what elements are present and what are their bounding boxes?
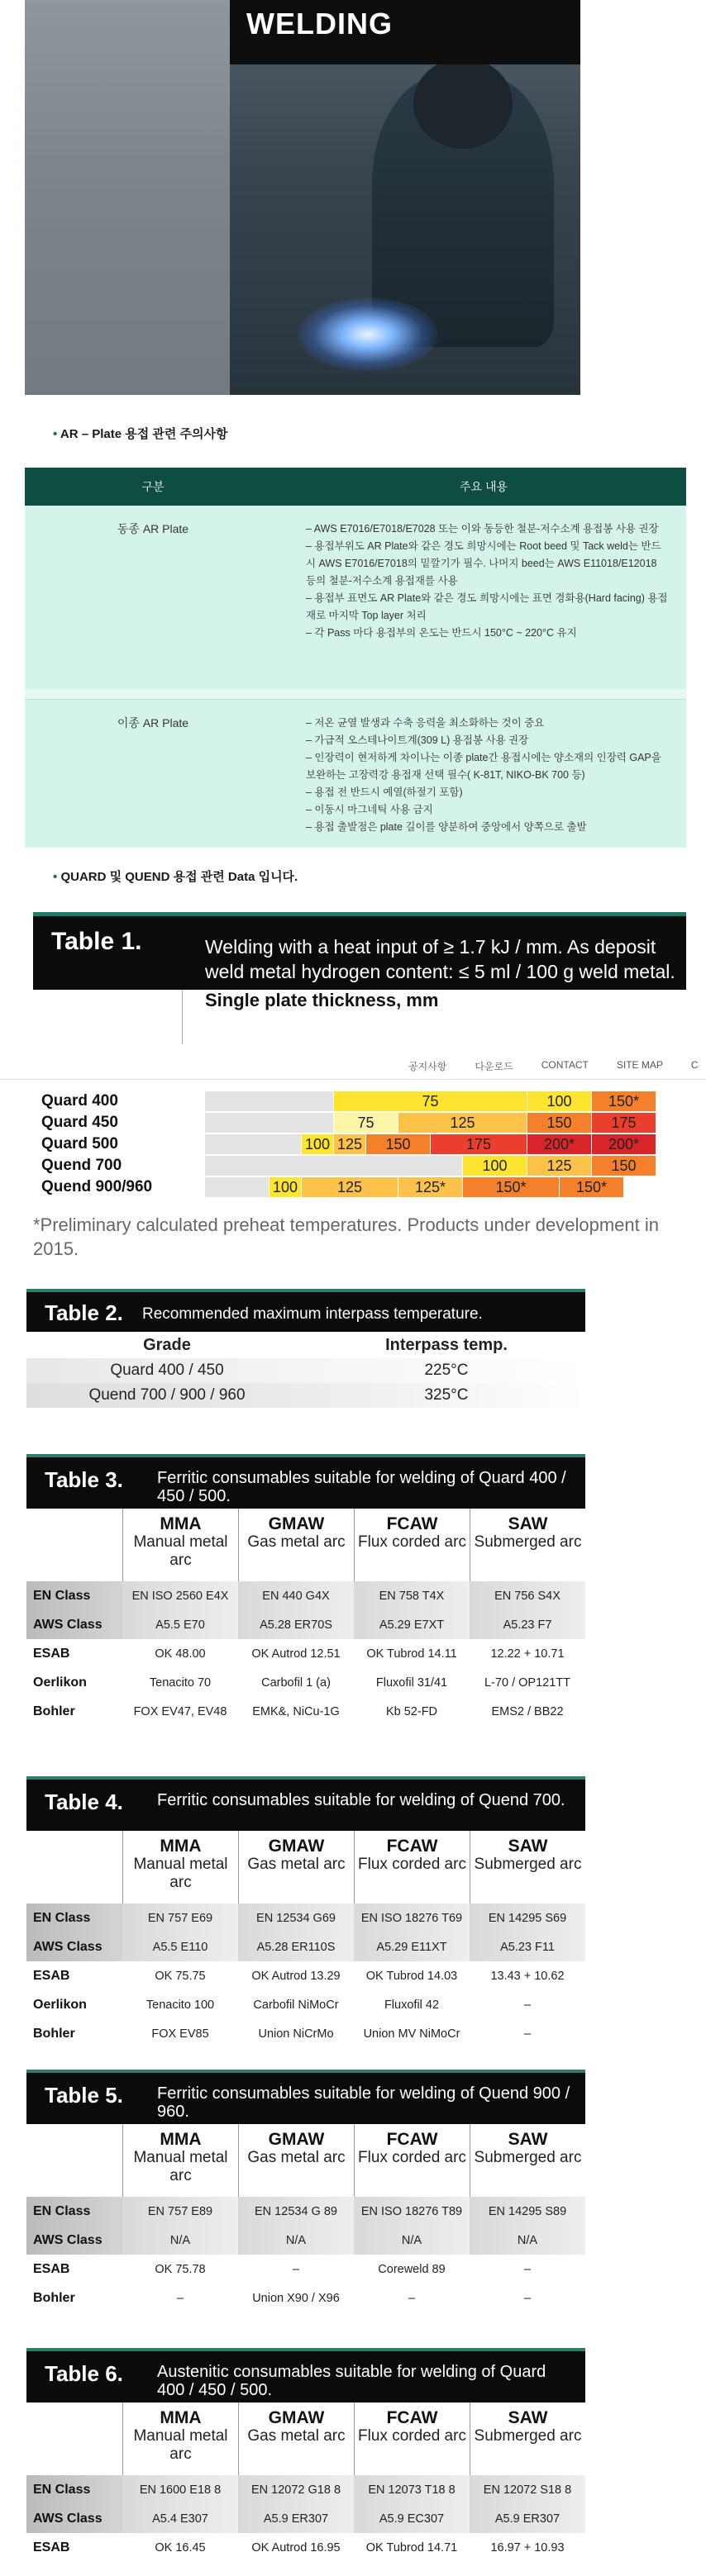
- column-abbrev: FCAW: [386, 2408, 438, 2427]
- table2-description: Recommended maximum interpass temperature.: [142, 1305, 483, 1323]
- table-row: [26, 1990, 585, 2019]
- heat-row-label: Quard 400: [41, 1092, 118, 1110]
- ktable-line: – 용접부 표면도 AR Plate와 같은 경도 희망시에는 표면 경화용(Hard facing) 용접재로 마지막 Top layer 처리: [306, 592, 668, 621]
- column-fullname: Manual metal arc: [133, 2427, 228, 2463]
- column-fullname: Submerged arc: [474, 2427, 582, 2445]
- ktable-line: – 가급적 오스테나이트계(309 L) 용접봉 사용 권장: [306, 734, 529, 746]
- table-cell: Fluxofil 42: [354, 1990, 470, 2019]
- table-cell: Kb 52-FD: [354, 1697, 470, 1726]
- table-cell: A5.9 EC307: [354, 2504, 470, 2533]
- ar-plate-table: [25, 468, 686, 848]
- column-abbrev: SAW: [508, 2130, 548, 2149]
- column-abbrev: SAW: [508, 1514, 548, 1533]
- table-cell: A5.23 F11: [470, 1932, 585, 1961]
- table-cell: Tenacito 70: [122, 1668, 238, 1697]
- column-header: [354, 2124, 470, 2197]
- table-cell: N/A: [238, 2226, 354, 2255]
- preheat-note: *Preliminary calculated preheat temperatures. Products under development in 2015.: [33, 1214, 659, 1259]
- table-cell: OK Tubrod 14.11: [354, 1639, 470, 1668]
- row-label: ESAB: [26, 2255, 122, 2284]
- table-cell: EN 756 S4X: [470, 1581, 585, 1610]
- column-abbrev: FCAW: [386, 1514, 438, 1533]
- heat-cell: 75: [334, 1113, 398, 1133]
- heat-row-label: Quard 450: [41, 1114, 118, 1131]
- column-abbrev: GMAW: [268, 2130, 325, 2149]
- table-cell: EN 12534 G 89: [238, 2197, 354, 2226]
- ktable-line: – 이동시 마그네틱 사용 금지: [306, 803, 433, 815]
- column-header: [238, 2403, 354, 2475]
- consumables-table-3: [26, 1454, 585, 1726]
- consumables-table-6: [26, 2348, 585, 2562]
- nav-sitemap-link[interactable]: SITE MAP: [616, 1059, 663, 1071]
- column-header: [238, 1831, 354, 1903]
- hero-title: WELDING: [246, 7, 393, 40]
- table2-grade: Quard 400 / 450: [110, 1362, 224, 1379]
- column-fullname: Gas metal arc: [247, 2149, 346, 2166]
- heat-cell: 125*: [398, 1177, 462, 1197]
- ktable-line: – 각 Pass 마다 용접부의 온도는 반드시 150°C ~ 220°C 유지: [306, 627, 577, 639]
- table-row: [26, 1610, 585, 1639]
- table-row: [26, 2226, 585, 2255]
- table-cell: Fluxofil 31/41: [354, 1668, 470, 1697]
- nav-divider: [0, 1079, 706, 1080]
- ktable-line: – 용접 전 반드시 예열(하절기 포함): [306, 786, 463, 798]
- row-label: AWS Class: [26, 1932, 122, 1961]
- bullet-text: QUARD 및 QUEND 용접 관련 Data 입니다.: [60, 870, 298, 884]
- table-cell: A5.29 E11XT: [354, 1932, 470, 1961]
- heat-row-label: Quend 700: [41, 1157, 122, 1174]
- table-cell: EN ISO 2560 E4X: [122, 1581, 238, 1610]
- column-fullname: Flux corded arc: [358, 2427, 466, 2445]
- row-label: ESAB: [26, 1639, 122, 1668]
- heat-cell: 125: [334, 1134, 365, 1154]
- table-cell: N/A: [122, 2226, 238, 2255]
- nav-download-link[interactable]: 다운로드: [475, 1061, 513, 1072]
- column-abbrev: FCAW: [386, 2130, 438, 2149]
- table-cell: N/A: [354, 2226, 470, 2255]
- bullet-text: AR – Plate 용접 관련 주의사항: [60, 427, 228, 441]
- heat-row: [31, 1176, 693, 1198]
- heat-cell: 100: [302, 1134, 333, 1154]
- table-cell: –: [470, 2284, 585, 2312]
- ktable-category: 동종 AR Plate: [25, 506, 281, 689]
- ktable-category: 이종 AR Plate: [25, 699, 281, 848]
- heat-row: [31, 1091, 693, 1112]
- column-header: [122, 2124, 238, 2197]
- table-row: [26, 2255, 585, 2284]
- table-cell: –: [470, 2255, 585, 2284]
- consumables-header: [26, 2348, 585, 2403]
- table2-header-row: [26, 1332, 585, 1358]
- table-cell: A5.9 ER307: [238, 2504, 354, 2533]
- nav-contact-link[interactable]: CONTACT: [541, 1059, 589, 1071]
- row-label: EN Class: [26, 2475, 122, 2504]
- table-cell: Carbofil 1 (a): [238, 1668, 354, 1697]
- ktable-separator: [25, 689, 686, 699]
- table1-divider: [182, 990, 183, 1044]
- table-cell: Coreweld 89: [354, 2255, 470, 2284]
- heat-cell: 175: [431, 1134, 527, 1154]
- heat-cell: 100: [270, 1177, 301, 1197]
- table-row: [26, 2019, 585, 2048]
- heat-row: [31, 1134, 693, 1155]
- table-row: [26, 2284, 585, 2312]
- table-cell: EN 757 E89: [122, 2197, 238, 2226]
- heat-cell: 200*: [592, 1134, 656, 1154]
- column-abbrev: SAW: [508, 2408, 548, 2427]
- column-fullname: Gas metal arc: [247, 2427, 346, 2445]
- heat-cell: 100: [527, 1091, 591, 1111]
- table-description: Ferritic consumables suitable for welding of Quend 700.: [157, 1791, 565, 1809]
- table-row: [26, 2533, 585, 2562]
- table-cell: OK 75.78: [122, 2255, 238, 2284]
- table-cell: OK 16.45: [122, 2533, 238, 2562]
- row-label: AWS Class: [26, 1610, 122, 1639]
- table1-subtitle: Single plate thickness, mm: [205, 990, 439, 1010]
- column-header: [238, 1509, 354, 1581]
- table-number: Table 5.: [45, 2083, 123, 2108]
- column-header: [354, 1831, 470, 1903]
- column-headers: [26, 1831, 585, 1903]
- table-number: Table 4.: [45, 1789, 123, 1814]
- table-cell: 12.22 + 10.71: [470, 1639, 585, 1668]
- table-cell: EN 12072 S18 8: [470, 2475, 585, 2504]
- column-fullname: Manual metal arc: [133, 1533, 228, 1569]
- table2-temp: 325°C: [424, 1386, 469, 1404]
- ktable-line: – 저온 균열 발생과 수축 응력을 최소화하는 것이 중요: [306, 716, 545, 729]
- table-cell: OK 75.75: [122, 1961, 238, 1990]
- table-row: [26, 2504, 585, 2533]
- heat-cell: [205, 1156, 462, 1176]
- heat-cell: 150*: [463, 1177, 559, 1197]
- table-cell: A5.29 E7XT: [354, 1610, 470, 1639]
- heat-cell: 150: [366, 1134, 430, 1154]
- heat-cell: 175: [592, 1113, 656, 1133]
- header-spacer: [26, 2403, 122, 2475]
- table-cell: EN 440 G4X: [238, 1581, 354, 1610]
- table-cell: EMS2 / BB22: [470, 1697, 585, 1726]
- table-cell: –: [238, 2255, 354, 2284]
- column-fullname: Submerged arc: [474, 2149, 582, 2166]
- table-cell: EN 12072 G18 8: [238, 2475, 354, 2504]
- column-abbrev: SAW: [508, 1837, 548, 1856]
- consumables-header: [26, 1454, 585, 1509]
- table-row: [26, 1903, 585, 1932]
- table-cell: EN ISO 18276 T89: [354, 2197, 470, 2226]
- hero-banner: [25, 0, 580, 395]
- table-cell: A5.28 ER70S: [238, 1610, 354, 1639]
- heat-cell: 125: [527, 1156, 591, 1176]
- heat-cell: [205, 1091, 333, 1111]
- column-abbrev: GMAW: [268, 1837, 325, 1856]
- table2: [26, 1289, 585, 1408]
- table-cell: OK Tubrod 14.71: [354, 2533, 470, 2562]
- consumables-table-5: [26, 2070, 585, 2312]
- top-nav: [408, 1059, 699, 1073]
- column-headers: [26, 1509, 585, 1581]
- table-row: [26, 1668, 585, 1697]
- table-row: [26, 1932, 585, 1961]
- welding-spark: [298, 297, 438, 372]
- header-spacer: [26, 1831, 122, 1903]
- table-cell: EMK&, NiCu-1G: [238, 1697, 354, 1726]
- table-cell: 13.43 + 10.62: [470, 1961, 585, 1990]
- row-label: EN Class: [26, 1903, 122, 1932]
- heat-row-label: Quend 900/960: [41, 1178, 153, 1195]
- bullet-quard-quend: [53, 867, 298, 885]
- table1-number: Table 1.: [51, 928, 142, 955]
- heat-cell: 75: [334, 1091, 527, 1111]
- row-label: Oerlikon: [26, 1990, 122, 2019]
- table1-description: Welding with a heat input of ≥ 1.7 kJ / mm. As deposit weld metal hydrogen content: ≤ 5 ml / 100 g weld metal.: [205, 936, 675, 982]
- heat-cell: 150*: [592, 1091, 656, 1111]
- table2-grade: Quend 700 / 900 / 960: [88, 1386, 246, 1404]
- table-cell: –: [470, 1990, 585, 2019]
- column-abbrev: MMA: [160, 2408, 202, 2427]
- table-row: [26, 1639, 585, 1668]
- table-cell: Union X90 / X96: [238, 2284, 354, 2312]
- ktable-header-category: 구분: [25, 468, 281, 506]
- table-cell: OK 48.00: [122, 1639, 238, 1668]
- table-cell: Union MV NiMoCr: [354, 2019, 470, 2048]
- heat-cell: 200*: [527, 1134, 591, 1154]
- column-fullname: Flux corded arc: [358, 1533, 466, 1551]
- consumables-header: [26, 1776, 585, 1831]
- column-fullname: Flux corded arc: [358, 2149, 466, 2166]
- table-cell: –: [354, 2284, 470, 2312]
- heat-row-label: Quard 500: [41, 1135, 118, 1153]
- column-header: [238, 2124, 354, 2197]
- table-cell: OK Autrod 16.95: [238, 2533, 354, 2562]
- table-row: [26, 1358, 585, 1383]
- column-abbrev: FCAW: [386, 1837, 438, 1856]
- column-fullname: Submerged arc: [474, 1533, 582, 1551]
- table-row: [26, 2197, 585, 2226]
- table-cell: Carbofil NiMoCr: [238, 1990, 354, 2019]
- table-cell: Union NiCrMo: [238, 2019, 354, 2048]
- table-row: [26, 1961, 585, 1990]
- table-cell: EN 12073 T18 8: [354, 2475, 470, 2504]
- column-fullname: Submerged arc: [474, 1856, 582, 1873]
- table-cell: N/A: [470, 2226, 585, 2255]
- column-headers: [26, 2124, 585, 2197]
- column-header: [122, 1831, 238, 1903]
- column-abbrev: MMA: [160, 2130, 202, 2149]
- ktable-header-content: 주요 내용: [281, 468, 686, 506]
- row-label: AWS Class: [26, 2504, 122, 2533]
- table-cell: A5.5 E110: [122, 1932, 238, 1961]
- nav-notice-link[interactable]: 공지사항: [408, 1061, 447, 1072]
- header-spacer: [26, 1509, 122, 1581]
- heat-cell: [205, 1113, 333, 1133]
- heat-row: [31, 1112, 693, 1134]
- heat-cell: 125: [398, 1113, 527, 1133]
- column-headers: [26, 2403, 585, 2475]
- consumables-header: [26, 2070, 585, 2124]
- column-fullname: Gas metal arc: [247, 1533, 346, 1551]
- table1-header: [33, 912, 686, 990]
- table-cell: –: [470, 2019, 585, 2048]
- table-cell: 16.97 + 10.93: [470, 2533, 585, 2562]
- ktable-line: – AWS E7016/E7018/E7028 또는 이와 동등한 철분-저수소계 용접봉 사용 권장: [306, 523, 659, 535]
- table-cell: –: [122, 2284, 238, 2312]
- table-cell: A5.9 ER307: [470, 2504, 585, 2533]
- column-fullname: Manual metal arc: [133, 1856, 228, 1891]
- table-row: [26, 1697, 585, 1726]
- column-header: [122, 1509, 238, 1581]
- row-label: Bohler: [26, 2284, 122, 2312]
- column-abbrev: GMAW: [268, 1514, 325, 1533]
- table-cell: OK Autrod 12.51: [238, 1639, 354, 1668]
- header-spacer: [26, 2124, 122, 2197]
- table-cell: EN 757 E69: [122, 1903, 238, 1932]
- heat-row: [31, 1155, 693, 1176]
- ktable-line: – 용접부위도 AR Plate와 같은 경도 희망시에는 Root beed 및 Tack weld는 반드시 AWS E7016/E7018의 밑깔기가 필수. 나머지 beed는 AWS E11018/E12018 등의 철분-저수소계 용접재를 사용: [306, 540, 661, 587]
- table2-grid: [26, 1332, 585, 1408]
- column-header: [122, 2403, 238, 2475]
- table-cell: L-70 / OP121TT: [470, 1668, 585, 1697]
- table-description: Ferritic consumables suitable for welding of Quard 400 / 450 / 500.: [157, 1469, 566, 1505]
- ktable-line: – 인장력이 현저하게 차이나는 이종 plate간 용접시에는 양소재의 인장력 GAP을 보완하는 고장력강 용접재 선택 필수( K-81T, NIKO-BK 700 등): [306, 751, 661, 781]
- bullet-dot: •: [53, 427, 58, 441]
- table-number: Table 6.: [45, 2361, 123, 2386]
- welder-helmet: [413, 58, 513, 149]
- row-label: AWS Class: [26, 2226, 122, 2255]
- ktable-line: – 용접 출발점은 plate 길이를 양분하여 중앙에서 양쪽으로 출발: [306, 820, 587, 833]
- table2-number: Table 2.: [45, 1300, 123, 1325]
- table-cell: FOX EV85: [122, 2019, 238, 2048]
- bullet-ar-plate: [53, 425, 228, 442]
- table-cell: OK Autrod 13.29: [238, 1961, 354, 1990]
- ktable-details: [281, 699, 686, 848]
- table-cell: EN 758 T4X: [354, 1581, 470, 1610]
- column-header: [354, 1509, 470, 1581]
- table-row: [26, 2475, 585, 2504]
- row-label: ESAB: [26, 2533, 122, 2562]
- column-fullname: Flux corded arc: [358, 1856, 466, 1873]
- table-row: [26, 1383, 585, 1408]
- table-cell: A5.4 E307: [122, 2504, 238, 2533]
- row-label: EN Class: [26, 1581, 122, 1610]
- table-description: Austenitic consumables suitable for welding of Quard 400 / 450 / 500.: [157, 2363, 546, 2399]
- heat-cell: 100: [463, 1156, 527, 1176]
- preheat-grid: [31, 1091, 693, 1198]
- column-abbrev: GMAW: [268, 2408, 325, 2427]
- table-cell: EN ISO 18276 T69: [354, 1903, 470, 1932]
- row-label: EN Class: [26, 2197, 122, 2226]
- table-description: Ferritic consumables suitable for welding of Quend 900 / 960.: [157, 2084, 570, 2121]
- column-header: [470, 2124, 585, 2197]
- table2-header: [26, 1289, 585, 1332]
- table-cell: OK Tubrod 14.03: [354, 1961, 470, 1990]
- table2-temp: 225°C: [424, 1362, 469, 1379]
- heat-cell: 125: [302, 1177, 398, 1197]
- table-cell: A5.28 ER110S: [238, 1932, 354, 1961]
- heat-cell: 150*: [560, 1177, 623, 1197]
- column-abbrev: MMA: [160, 1837, 202, 1856]
- table-row: [26, 1581, 585, 1610]
- table2-col-temp: Interpass temp.: [385, 1335, 508, 1354]
- heat-cell: 150: [592, 1156, 656, 1176]
- ktable-details: [281, 506, 686, 689]
- hero-fade-overlay: [25, 0, 230, 395]
- table-cell: Tenacito 100: [122, 1990, 238, 2019]
- row-label: Oerlikon: [26, 1668, 122, 1697]
- column-header: [470, 2403, 585, 2475]
- heat-cell: [205, 1134, 301, 1154]
- consumables-table-4: [26, 1776, 585, 2048]
- table-cell: FOX EV47, EV48: [122, 1697, 238, 1726]
- table-number: Table 3.: [45, 1467, 123, 1492]
- column-fullname: Gas metal arc: [247, 1856, 346, 1873]
- row-label: Bohler: [26, 2019, 122, 2048]
- column-header: [470, 1509, 585, 1581]
- row-label: ESAB: [26, 1961, 122, 1990]
- column-header: [354, 2403, 470, 2475]
- table-cell: EN 14295 S89: [470, 2197, 585, 2226]
- column-fullname: Manual metal arc: [133, 2149, 228, 2184]
- table-cell: EN 12534 G69: [238, 1903, 354, 1932]
- table-cell: A5.5 E70: [122, 1610, 238, 1639]
- table-cell: EN 14295 S69: [470, 1903, 585, 1932]
- column-abbrev: MMA: [160, 1514, 202, 1533]
- heat-cell: [205, 1177, 269, 1197]
- row-label: Bohler: [26, 1697, 122, 1726]
- column-header: [470, 1831, 585, 1903]
- nav-more-link[interactable]: C: [690, 1059, 699, 1071]
- table-cell: EN 1600 E18 8: [122, 2475, 238, 2504]
- bullet-dot: •: [53, 870, 58, 884]
- table-cell: A5.23 F7: [470, 1610, 585, 1639]
- table2-col-grade: Grade: [143, 1335, 191, 1354]
- heat-cell: 150: [527, 1113, 591, 1133]
